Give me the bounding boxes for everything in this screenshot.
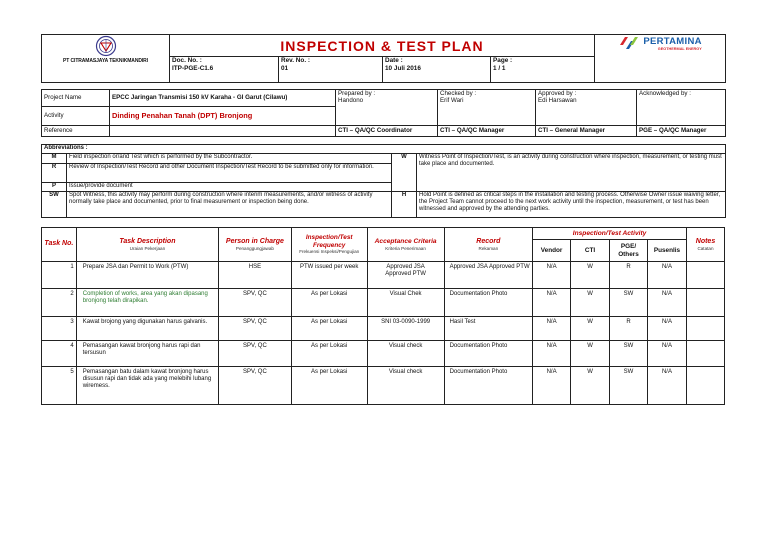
- col-person-label: Person in Charge: [225, 237, 284, 245]
- task-desc-cell: Kawat brojong yang digunakan harus galvanis.: [76, 317, 218, 341]
- col-person: [219, 228, 292, 262]
- cti-cell: W: [571, 289, 610, 317]
- company-name: PT CITRAMASJAYA TEKNIKMANDIRI: [63, 58, 148, 65]
- table-row: [42, 317, 725, 341]
- task-no-cell: 3: [42, 317, 77, 341]
- acceptance-cell: Visual check: [367, 341, 444, 367]
- pge-cell: SW: [610, 367, 648, 405]
- frequency-cell: PTW issued per week: [291, 262, 367, 289]
- project-info-table: [41, 89, 726, 137]
- acknowledged-role: PGE – QA/QC Manager: [637, 126, 726, 137]
- pusenlis-cell: N/A: [647, 317, 686, 341]
- record-cell: Documentation Photo: [444, 341, 533, 367]
- doc-no-cell: [170, 57, 279, 83]
- approved-label: Approved by :: [538, 90, 577, 97]
- person-cell: SPV, QC: [219, 317, 292, 341]
- abbr-text: Witness Point of Inspection/Test, is an activity during construction where inspection, measurement, or testing must take place and documented.: [417, 154, 726, 192]
- col-vendor: Vendor: [533, 240, 571, 262]
- page-value: 1 / 1: [493, 64, 506, 72]
- abbr-text: Spot Witness, this activity may perform during construction where interim measurements, and/or witness of activity normally take place and documented, prior to final measurement or inspection being done.: [67, 192, 392, 218]
- task-no-cell: 2: [42, 289, 77, 317]
- col-notes-label: Notes: [695, 237, 716, 245]
- col-person-sub: Penanggungjawab: [235, 245, 274, 251]
- notes-cell: [686, 262, 724, 289]
- person-cell: SPV, QC: [219, 289, 292, 317]
- abbr-text: Issue/provide document: [67, 183, 392, 192]
- rev-cell: [279, 57, 383, 83]
- checked-role: CTI – QA/QC Manager: [438, 126, 536, 137]
- table-row: [42, 367, 725, 405]
- acceptance-cell: Approved JSA Approved PTW: [367, 262, 444, 289]
- col-frequency-sub: Frekuensi Inspeksi/Pengujian: [299, 249, 360, 255]
- checked-label: Checked by :: [440, 90, 477, 97]
- abbr-key: P: [42, 183, 67, 192]
- pge-cell: SW: [610, 341, 648, 367]
- prepared-cell: [336, 90, 438, 126]
- activity-name: Dinding Penahan Tanah (DPT) Bronjong: [110, 107, 336, 126]
- table-row: [42, 262, 725, 289]
- col-acceptance-label: Acceptance Criteria: [374, 237, 437, 245]
- notes-cell: [686, 289, 724, 317]
- vendor-cell: N/A: [533, 289, 571, 317]
- vendor-cell: N/A: [533, 317, 571, 341]
- frequency-cell: As per Lokasi: [291, 367, 367, 405]
- cti-cell: W: [571, 341, 610, 367]
- pusenlis-cell: N/A: [647, 341, 686, 367]
- person-cell: SPV, QC: [219, 367, 292, 405]
- frequency-cell: As per Lokasi: [291, 341, 367, 367]
- table-row: [42, 341, 725, 367]
- acceptance-cell: SNI 03-0090-1999: [367, 317, 444, 341]
- activity-label: Activity: [42, 107, 110, 126]
- task-desc-cell: Pemasangan kawat bronjong harus rapi dan tersusun: [76, 341, 218, 367]
- header-table: [41, 34, 726, 83]
- record-cell: Approved JSA Approved PTW: [444, 262, 533, 289]
- col-pusenlis: Pusenlis: [647, 240, 686, 262]
- abbr-text: Review of Inspection/Test Record and other Document Inspection/Test Record to be submitted only for information.: [67, 164, 392, 183]
- pusenlis-cell: N/A: [647, 262, 686, 289]
- cti-cell: W: [571, 367, 610, 405]
- checked-cell: [438, 90, 536, 126]
- acceptance-cell: Visual check: [367, 367, 444, 405]
- table-row: [42, 289, 725, 317]
- acknowledged-label: Acknowledged by :: [639, 90, 691, 97]
- date-value: 10 Juli 2016: [385, 64, 421, 72]
- vendor-cell: N/A: [533, 367, 571, 405]
- approved-name: Edi Harsawan: [538, 97, 577, 105]
- task-desc-cell: Completion of works, area yang akan dipasang bronjong telah dirapikan.: [76, 289, 218, 317]
- col-record-label: Record: [476, 237, 501, 245]
- pge-cell: SW: [610, 289, 648, 317]
- col-activity-label: Inspection/Test Activity: [572, 229, 647, 237]
- document-title: INSPECTION & TEST PLAN: [170, 35, 595, 57]
- task-no-cell: 4: [42, 341, 77, 367]
- col-frequency: [291, 228, 367, 262]
- rev-value: 01: [281, 64, 289, 72]
- person-cell: SPV, QC: [219, 341, 292, 367]
- task-desc-cell: Pemasangan batu dalam kawat bronjong harus disusun rapi dan tidak ada yang melebihi lubang wiremess.: [76, 367, 218, 405]
- project-label: Project Name: [42, 90, 110, 107]
- cti-cell: W: [571, 262, 610, 289]
- abbr-key: SW: [42, 192, 67, 218]
- task-no-cell: 5: [42, 367, 77, 405]
- col-acceptance-sub: Kriteria Penerimaan: [385, 245, 426, 251]
- doc-no-label: Doc. No. :: [172, 57, 202, 64]
- frequency-cell: As per Lokasi: [291, 289, 367, 317]
- col-acceptance: [367, 228, 444, 262]
- checked-name: Erif Wari: [440, 97, 464, 105]
- rev-label: Rev. No. :: [281, 57, 310, 64]
- col-frequency-label: Inspection/Test Frequency: [305, 234, 353, 249]
- company-logo-cell: [42, 35, 170, 83]
- abbr-key: R: [42, 164, 67, 183]
- approved-cell: [536, 90, 637, 126]
- abbreviations-table: [41, 144, 726, 218]
- project-name: EPCC Jaringan Transmisi 150 kV Karaha - GI Garut (Cilawu): [110, 90, 336, 107]
- itp-table: [41, 227, 725, 405]
- col-task-no: [42, 228, 77, 262]
- approved-role: CTI – General Manager: [536, 126, 637, 137]
- record-cell: Hasil Test: [444, 317, 533, 341]
- notes-cell: [686, 341, 724, 367]
- client-name: PERTAMINA: [643, 36, 702, 48]
- doc-no-value: ITP-PGE-C1.6: [172, 64, 214, 72]
- client-logo-cell: [595, 35, 726, 83]
- col-record-sub: Rekaman: [478, 245, 499, 251]
- col-task-no-label: Task No.: [44, 240, 74, 248]
- col-notes: [686, 228, 724, 262]
- col-record: [444, 228, 533, 262]
- col-pge: PGE/ Others: [610, 240, 648, 262]
- task-desc-cell: Prepare JSA dan Permit to Work (PTW): [76, 262, 218, 289]
- acceptance-cell: Visual Chek: [367, 289, 444, 317]
- vendor-cell: N/A: [533, 262, 571, 289]
- date-cell: [383, 57, 491, 83]
- col-notes-sub: Catatan: [697, 245, 714, 251]
- prepared-name: Handono: [338, 97, 364, 105]
- prepared-role: CTI – QA/QC Coordinator: [336, 126, 438, 137]
- vendor-cell: N/A: [533, 341, 571, 367]
- date-label: Date :: [385, 57, 403, 64]
- col-task-desc-sub: Uraian Pekerjaan: [129, 245, 166, 251]
- client-subtitle: GEOTHERMAL ENERGY: [657, 47, 702, 52]
- page-label: Page :: [493, 57, 513, 64]
- abbr-text: Hold Point is defined as critical steps in the installation and testing process. Otherwise Owner issue waiving letter, the Project Team cannot proceed to the next work activity until the inspection, measurement, or test has been witnessed and approved by the attending parties.: [417, 192, 726, 218]
- abbr-key: W: [392, 154, 417, 192]
- notes-cell: [686, 317, 724, 341]
- acknowledged-cell: [637, 90, 726, 126]
- itp-rows: [42, 262, 725, 405]
- person-cell: HSE: [219, 262, 292, 289]
- record-cell: Documentation Photo: [444, 289, 533, 317]
- cti-cell: W: [571, 317, 610, 341]
- col-activity-group: [533, 228, 687, 240]
- pge-cell: R: [610, 317, 648, 341]
- company-logo-icon: [95, 35, 117, 57]
- record-cell: Documentation Photo: [444, 367, 533, 405]
- page-cell: [491, 57, 595, 83]
- pusenlis-cell: N/A: [647, 367, 686, 405]
- task-no-cell: 1: [42, 262, 77, 289]
- col-task-desc-label: Task Description: [119, 237, 176, 245]
- abbr-key: H: [392, 192, 417, 218]
- abbr-key: M: [42, 154, 67, 164]
- reference-label: Reference: [42, 126, 110, 137]
- frequency-cell: As per Lokasi: [291, 317, 367, 341]
- col-cti: CTI: [571, 240, 610, 262]
- prepared-label: Prepared by :: [338, 90, 376, 97]
- abbr-text: Field inspection or/and Test which is performed by the Subcontractor.: [67, 154, 392, 164]
- itp-document: [41, 34, 725, 405]
- reference-value: [110, 126, 336, 137]
- col-task-desc: [76, 228, 218, 262]
- pusenlis-cell: N/A: [647, 289, 686, 317]
- pertamina-logo-icon: [618, 35, 640, 53]
- pge-cell: R: [610, 262, 648, 289]
- abbreviations-title: Abbreviations :: [42, 145, 726, 154]
- notes-cell: [686, 367, 724, 405]
